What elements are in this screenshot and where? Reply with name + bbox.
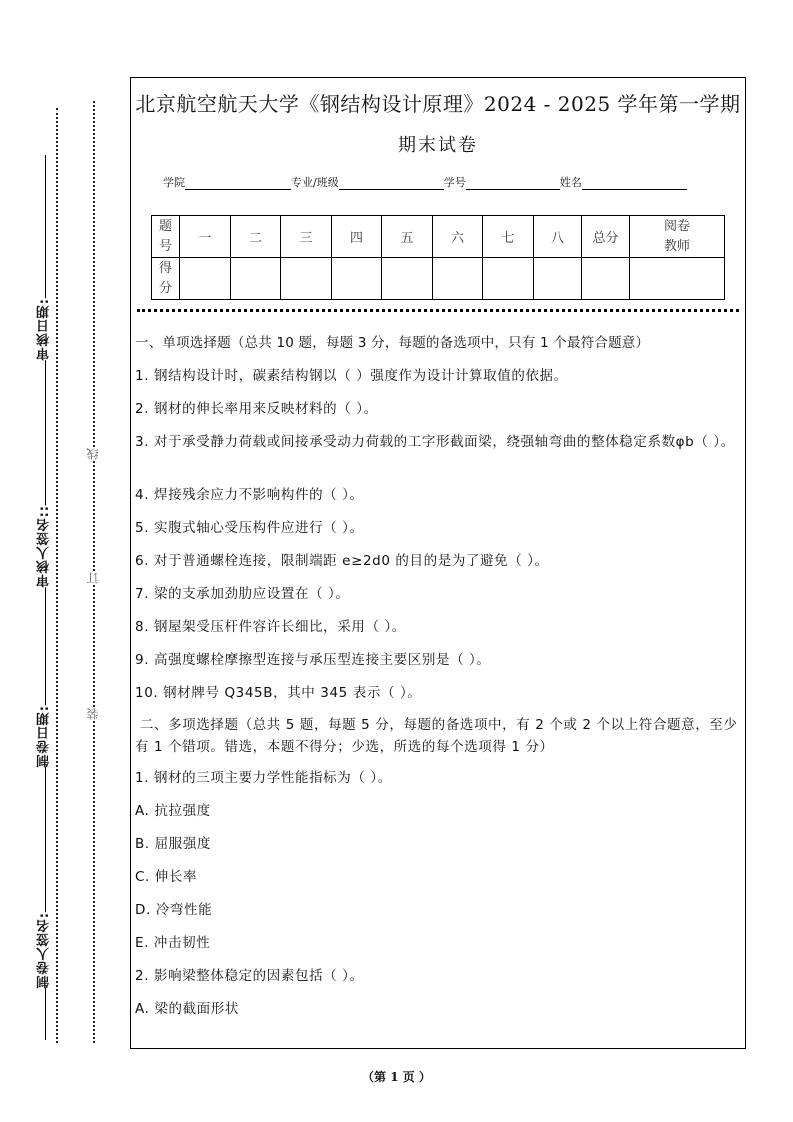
grader-cell[interactable] <box>630 258 725 300</box>
col-header: 四 <box>332 216 382 258</box>
name-input[interactable] <box>582 178 687 190</box>
question-item: 2. 钢材的伸长率用来反映材料的（ ）。 <box>135 401 378 417</box>
option-item: E. 冲击韧性 <box>135 935 211 951</box>
binding-dotted-line-outer <box>56 108 58 1043</box>
major-class-label: 专业/班级 <box>291 176 339 189</box>
exam-subtitle: 期末试卷 <box>398 135 478 156</box>
student-id-field <box>444 174 560 190</box>
score-table <box>151 215 725 300</box>
question-item: 2. 影响梁整体稳定的因素包括（ ）。 <box>135 968 364 984</box>
major-class-field <box>291 174 444 190</box>
col-header-grader: 阅卷 教师 <box>630 216 725 258</box>
question-item: 1. 钢材的三项主要力学性能指标为（ ）。 <box>135 770 392 786</box>
signature-line <box>45 155 46 1040</box>
score-cell[interactable] <box>231 258 281 300</box>
score-row <box>152 258 725 300</box>
paper-date-label: 制卷日期: <box>37 705 52 768</box>
page-number: （第 1 页 ） <box>362 1070 431 1084</box>
question-item: 5. 实腹式轴心受压构件应进行（ ）。 <box>135 520 364 536</box>
score-cell[interactable] <box>534 258 582 300</box>
option-item: D. 冷弯性能 <box>135 902 213 918</box>
option-item: C. 伸长率 <box>135 869 198 885</box>
reviewer-signature-label: 审核人签名:: <box>37 505 52 588</box>
student-id-input[interactable] <box>466 178 560 190</box>
college-input[interactable] <box>185 178 291 190</box>
score-cell[interactable] <box>433 258 483 300</box>
section-1-heading: 一、单项选择题（总共 10 题，每题 3 分，每题的备选项中，只有 1 个最符合题意） <box>135 335 650 351</box>
col-header: 六 <box>433 216 483 258</box>
score-cell[interactable] <box>180 258 231 300</box>
college-label: 学院 <box>163 176 185 189</box>
college-field <box>163 174 291 190</box>
col-header: 三 <box>281 216 332 258</box>
question-item: 3. 对于承受静力荷载或间接承受动力荷载的工字形截面梁，绕强轴弯曲的整体稳定系数φb（ ）。 <box>135 434 735 450</box>
option-item: A. 抗拉强度 <box>135 803 211 819</box>
binding-char-bind: 订 <box>86 572 100 584</box>
question-item: 9. 高强度螺栓摩擦型连接与承压型连接主要区别是（ ）。 <box>135 652 491 668</box>
question-number-row <box>152 216 725 258</box>
row-header-question-number: 题 号 <box>152 216 180 258</box>
score-cell[interactable] <box>332 258 382 300</box>
exam-title: 北京航空航天大学《钢结构设计原理》2024 - 2025 学年第一学期 <box>135 92 741 116</box>
binding-char-mount: 装 <box>86 708 100 720</box>
binding-char-line: 线 <box>86 448 100 460</box>
dotted-separator <box>137 309 739 312</box>
total-score-cell[interactable] <box>582 258 630 300</box>
section-2-heading: 二、多项选择题（总共 5 题，每题 5 分，每题的备选项中，有 2 个或 2 个以上符合题意，至少有 1 个错项。错选，本题不得分；少选，所选的每个选项得 1 分） <box>135 717 738 755</box>
exam-frame <box>130 77 746 1049</box>
question-item: 10. 钢材牌号 Q345B，其中 345 表示（ ）。 <box>135 685 422 701</box>
question-item: 8. 钢屋架受压杆件容许长细比，采用（ ）。 <box>135 619 406 635</box>
col-header: 五 <box>382 216 433 258</box>
question-item: 4. 焊接残余应力不影响构件的（ ）。 <box>135 487 364 503</box>
name-label: 姓名 <box>559 176 582 189</box>
row-header-score: 得 分 <box>152 258 180 300</box>
col-header: 一 <box>180 216 231 258</box>
col-header: 八 <box>534 216 582 258</box>
score-cell[interactable] <box>483 258 534 300</box>
question-item: 1. 钢结构设计时，碳素结构钢以（ ）强度作为设计计算取值的依据。 <box>135 368 568 384</box>
review-date-label: 审核日期: <box>37 298 52 361</box>
col-header: 二 <box>231 216 281 258</box>
option-item: A. 梁的截面形状 <box>135 1001 239 1017</box>
col-header: 七 <box>483 216 534 258</box>
col-header-total: 总分 <box>582 216 630 258</box>
major-class-input[interactable] <box>339 178 444 190</box>
student-info-row <box>163 174 687 190</box>
question-item: 7. 梁的支承加劲肋应设置在（ ）。 <box>135 586 350 602</box>
question-item: 6. 对于普通螺栓连接，限制端距 e≥2d0 的目的是为了避免（ ）。 <box>135 553 549 569</box>
name-field <box>560 174 687 190</box>
paper-maker-signature-label: 制卷人签名: <box>37 912 52 989</box>
option-item: B. 屈服强度 <box>135 836 212 852</box>
student-id-label: 学号 <box>443 176 466 189</box>
score-cell[interactable] <box>382 258 433 300</box>
score-cell[interactable] <box>281 258 332 300</box>
